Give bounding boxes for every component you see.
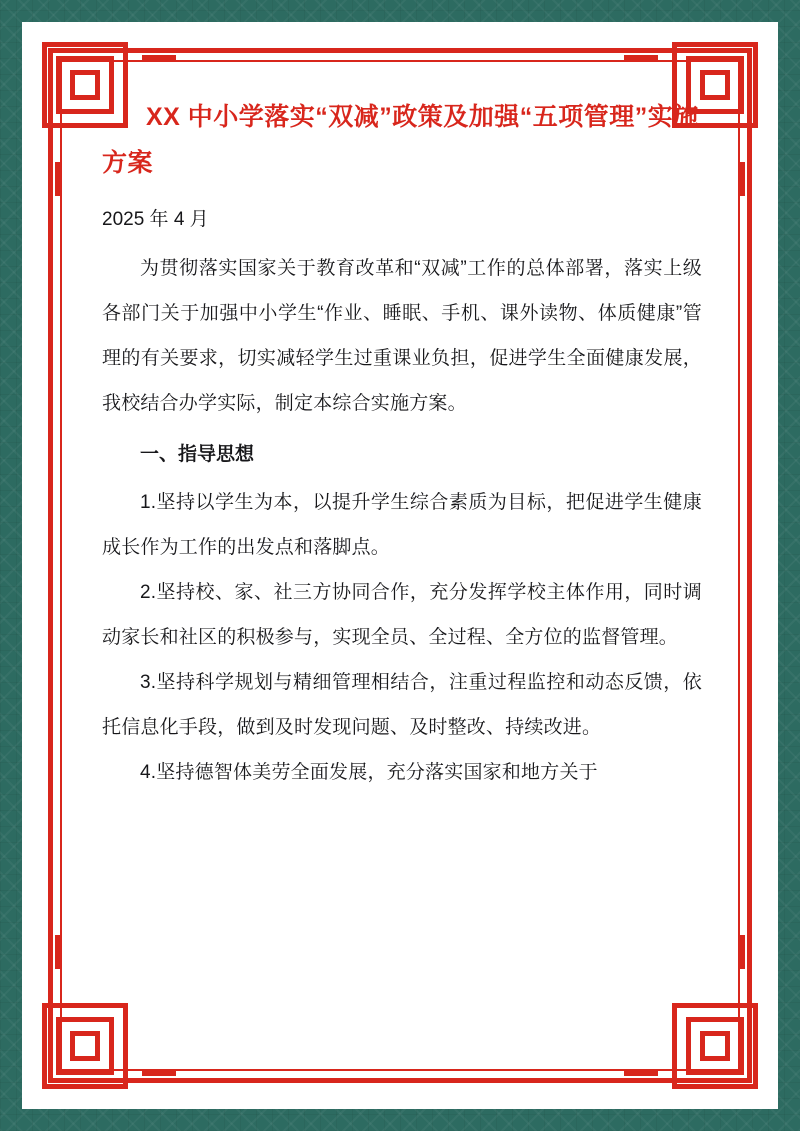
section-heading-guiding-ideology: 一、指导思想 — [140, 444, 255, 465]
document-title: XX 中小学落实“双减”政策及加强“五项管理”实施方案 — [102, 103, 699, 177]
fret-tick-right-lower — [740, 935, 745, 969]
document-date: 2025 年 4 月 — [102, 209, 209, 230]
fret-tick-left-upper — [55, 162, 60, 196]
fret-tick-bottom-left — [142, 1071, 176, 1076]
fret-tick-bottom-right — [624, 1071, 658, 1076]
document-paper — [22, 22, 778, 1109]
fret-tick-right-upper — [740, 162, 745, 196]
document-content — [102, 94, 702, 1049]
preamble-paragraph: 为贯彻落实国家关于教育改革和“双减”工作的总体部署，落实上级各部门关于加强中小学生“作业、睡眠、手机、课外读物、体质健康”管理的有关要求，切实减轻学生过重课业负担，促进学生全面健康发展，我校结合办学实际，制定本综合实施方案。 — [102, 258, 702, 414]
section-paragraph-1: 1.坚持以学生为本，以提升学生综合素质为目标，把促进学生健康成长作为工作的出发点和落脚点。 — [102, 492, 702, 558]
fret-tick-left-lower — [55, 935, 60, 969]
fret-tick-top-left — [142, 55, 176, 60]
fret-tick-top-right — [624, 55, 658, 60]
section-paragraph-4: 4.坚持德智体美劳全面发展，充分落实国家和地方关于 — [140, 762, 598, 783]
section-paragraph-2: 2.坚持校、家、社三方协同合作，充分发挥学校主体作用，同时调动家长和社区的积极参与，实现全员、全过程、全方位的监督管理。 — [102, 582, 702, 648]
section-paragraph-3: 3.坚持科学规划与精细管理相结合，注重过程监控和动态反馈，依托信息化手段，做到及时发现问题、及时整改、持续改进。 — [102, 672, 702, 738]
